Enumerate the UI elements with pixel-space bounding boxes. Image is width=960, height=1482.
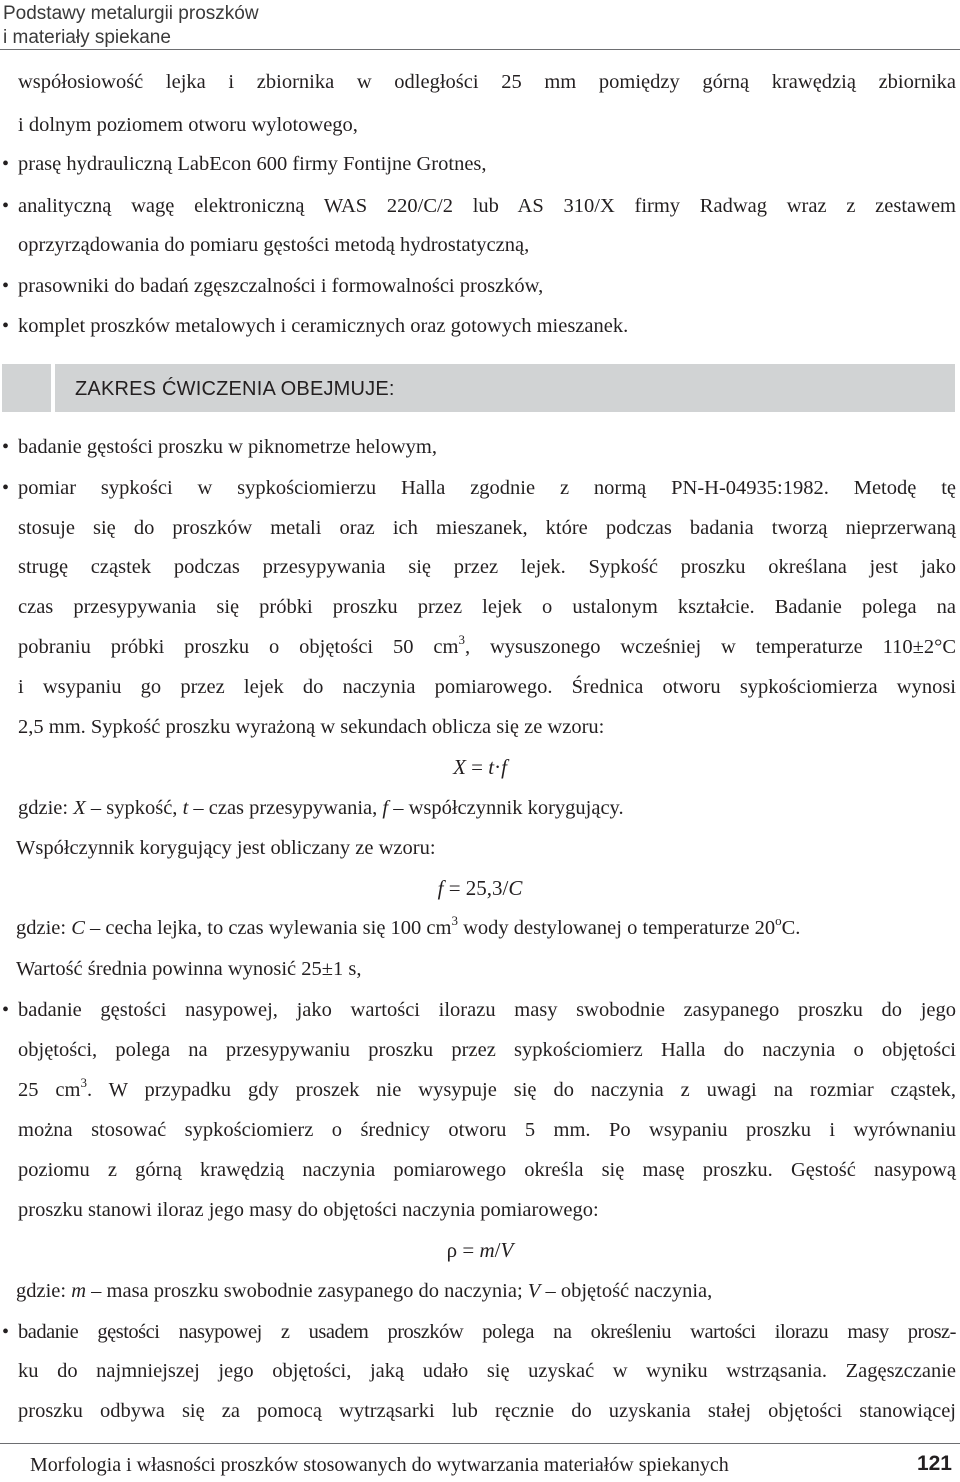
- text-line: objętości, polega na przesypywaniu proszku przez sypkościomierz Halla do naczynia o objętości: [18, 1039, 956, 1061]
- list-item: analityczną wagę elektroniczną WAS 220/C/2 lub AS 310/X firmy Radwag wraz z zestawem: [18, 195, 956, 217]
- text-segment: – objętość naczynia,: [540, 1280, 713, 1302]
- var-c: C: [71, 917, 85, 939]
- bullet-marker: •: [2, 477, 10, 499]
- bullet-marker: •: [2, 436, 10, 458]
- text-segment: wody destylowanej o temperaturze 20: [457, 917, 776, 939]
- text-line: proszku stanowi iloraz jego masy do objętości naczynia pomiarowego:: [18, 1199, 599, 1221]
- section-marker-square: [2, 364, 51, 412]
- text-segment: – masa proszku swobodnie zasypanego do naczynia;: [86, 1280, 528, 1302]
- formula-var-x: X: [453, 755, 466, 779]
- list-item: pomiar sypkości w sypkościomierzu Halla zgodnie z normą PN-H-04935:1982. Metodę tę: [18, 477, 956, 499]
- text-line: i wsypaniu go przez lejek do naczynia pomiarowego. Średnica otworu sypkościomierza wynosi: [18, 676, 956, 698]
- text-segment: . W przypadku gdy proszek nie wysypuje się do naczynia z uwagi na rozmiar cząstek,: [86, 1079, 956, 1101]
- text-line: [18, 794, 956, 822]
- text-line: stosuje się do proszków metali oraz ich mieszanek, które podczas badania tworzą nieprzerwaną: [18, 517, 956, 539]
- text-segment: – współczynnik korygujący.: [388, 797, 624, 819]
- list-item: komplet proszków metalowych i ceramicznych oraz gotowych mieszanek.: [18, 315, 629, 337]
- text-line: oprzyrządowania do pomiaru gęstości metodą hydrostatyczną,: [18, 234, 530, 256]
- header-rule: [0, 49, 960, 50]
- text-line: poziomu z górną krawędzią naczynia pomiarowego określa się masę proszku. Gęstość nasypową: [18, 1159, 956, 1181]
- formula-var-f: f: [437, 876, 444, 900]
- list-item: prasowniki do badań zgęszczalności i formowalności proszków,: [18, 275, 544, 297]
- bullet-marker: •: [2, 275, 10, 297]
- text-line: czas przesypywania się próbki proszku przez lejek o ustalonym kształcie. Badanie polega na: [18, 596, 956, 618]
- section-bar: [55, 364, 955, 412]
- formula-var-c: C: [508, 876, 523, 900]
- list-item: badanie gęstości nasypowej, jako wartości ilorazu masy swobodnie zasypanego proszku do jego: [18, 999, 956, 1021]
- bullet-marker: •: [2, 999, 10, 1021]
- var-f: f: [382, 797, 389, 819]
- running-header: [3, 2, 259, 50]
- text-segment: – sypkość,: [85, 797, 183, 819]
- footer-rule: [0, 1443, 960, 1444]
- formula-slash: /: [494, 1238, 501, 1262]
- formula-equals: =: [465, 755, 489, 779]
- text-line: Współczynnik korygujący jest obliczany ze wzoru:: [16, 837, 436, 859]
- formula-text: = 25,3/: [443, 876, 509, 900]
- formula-var-t: t: [488, 755, 495, 779]
- text-segment: 25 cm: [18, 1079, 81, 1101]
- superscript: 3: [451, 913, 458, 929]
- text-segment: , wysuszonego wcześniej w temperaturze 110±2°C: [464, 636, 956, 658]
- formula-var-f: f: [501, 755, 507, 779]
- text-segment: gdzie:: [18, 797, 74, 819]
- header-line-1: Podstawy metalurgii proszków: [3, 3, 259, 24]
- formula-var-v: V: [500, 1238, 514, 1262]
- text-line: ku do najmniejszej jego objętości, jaką udało się uzyskać w wyniku wstrząsania. Zagęszczanie: [18, 1360, 956, 1382]
- running-footer: Morfologia i własności proszków stosowanych do wytwarzania materiałów spiekanych: [30, 1454, 729, 1476]
- text-line: i dolnym poziomem otworu wylotowego,: [18, 114, 358, 136]
- formula-rho: ρ: [446, 1238, 458, 1262]
- text-segment: pobraniu próbki proszku o objętości 50 cm: [18, 636, 459, 658]
- bullet-marker: •: [2, 153, 10, 175]
- bullet-marker: •: [2, 315, 10, 337]
- list-item: badanie gęstości nasypowej z usadem proszków polega na określeniu wartości ilorazu masy prosz-: [18, 1321, 956, 1343]
- text-segment: C.: [781, 917, 801, 939]
- bullet-marker: •: [2, 195, 10, 217]
- formula-dot: ·: [494, 755, 502, 779]
- formula-gestosc: [0, 1236, 960, 1264]
- var-x: X: [73, 797, 86, 819]
- formula-equals: =: [457, 1238, 480, 1262]
- text-line: [18, 1076, 956, 1104]
- formula-wspolczynnik: [0, 874, 960, 902]
- page-number: 121: [916, 1452, 952, 1475]
- formula-var-m: m: [479, 1238, 495, 1262]
- section-heading-band: [2, 364, 955, 412]
- text-line: można stosować sypkościomierz o średnicy otworu 5 mm. Po wsypaniu proszku i wyrównaniu: [18, 1119, 956, 1141]
- text-segment: – czas przesypywania,: [188, 797, 383, 819]
- text-line: 2,5 mm. Sypkość proszku wyrażoną w sekundach oblicza się ze wzoru:: [18, 716, 605, 738]
- superscript: o: [775, 913, 782, 929]
- text-line: współosiowość lejka i zbiornika w odległości 25 mm pomiędzy górną krawędzią zbiornika: [18, 71, 956, 93]
- text-line: [16, 1277, 956, 1305]
- formula-sypkosc: [0, 753, 960, 781]
- var-v: V: [527, 1280, 541, 1302]
- bullet-marker: •: [2, 1321, 10, 1343]
- text-line: [18, 633, 956, 661]
- text-line: proszku odbywa się za pomocą wytrząsarki lub ręcznie do uzyskania stałej objętości stanowiącej: [18, 1400, 956, 1422]
- superscript: 3: [458, 632, 465, 648]
- section-title: ZAKRES ĆWICZENIA OBEJMUJE:: [75, 378, 395, 400]
- text-segment: gdzie:: [16, 917, 72, 939]
- text-line: strugę cząstek podczas przesypywania się przez lejek. Sypkość proszku określana jest jako: [18, 556, 956, 578]
- text-line: [16, 914, 956, 942]
- list-item: prasę hydrauliczną LabEcon 600 firmy Fontijne Grotnes,: [18, 153, 487, 175]
- text-segment: – cecha lejka, to czas wylewania się 100 cm: [84, 917, 452, 939]
- text-line: Wartość średnia powinna wynosić 25±1 s,: [16, 958, 362, 980]
- text-segment: gdzie:: [16, 1280, 72, 1302]
- list-item: badanie gęstości proszku w piknometrze helowym,: [18, 436, 437, 458]
- superscript: 3: [80, 1075, 87, 1091]
- var-t: t: [182, 797, 189, 819]
- header-line-2: i materiały spiekane: [3, 27, 171, 48]
- var-m: m: [71, 1280, 87, 1302]
